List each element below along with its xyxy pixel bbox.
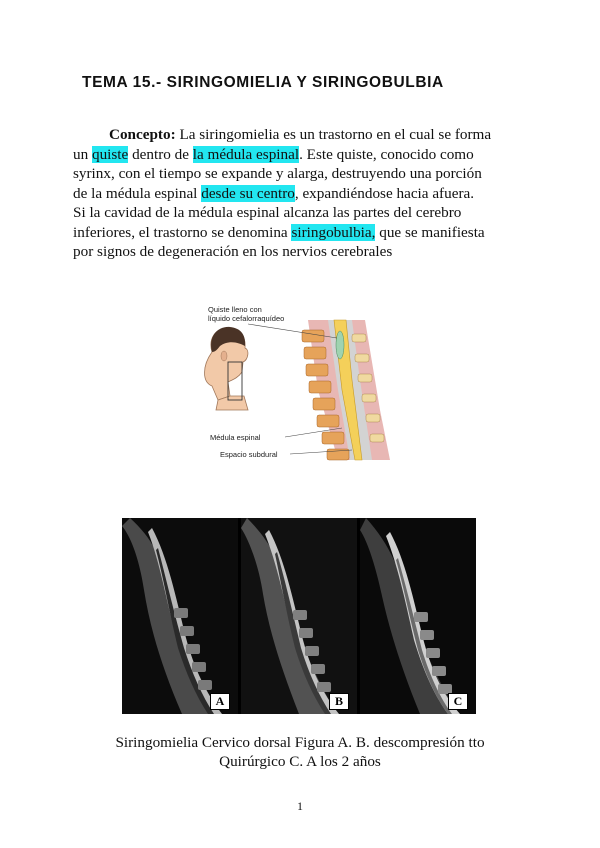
highlight-siringobulbia: siringobulbia,: [291, 223, 376, 241]
paragraph-line: [73, 145, 533, 165]
caption-line: Quirúrgico C. A los 2 años: [219, 753, 381, 770]
paragraph-line: Si la cavidad de la médula espinal alcanza las partes del cerebro: [73, 204, 462, 221]
highlight-desde-su-centro: desde su centro: [201, 184, 295, 202]
text-segment: inferiores, el trastorno se denomina: [73, 223, 292, 241]
page-number: 1: [297, 799, 303, 813]
text-segment: dentro de: [128, 145, 193, 163]
highlight-quiste: quiste: [91, 145, 129, 163]
label-subdural-space: Espacio subdural: [220, 450, 278, 459]
figure-caption: [60, 733, 540, 771]
text-segment: , expandiéndose hacia afuera.: [294, 184, 475, 202]
label-cyst-line1: Quiste lleno con: [208, 305, 262, 314]
mri-panel-c: [360, 518, 476, 714]
text-segment: . Este quiste, conocido como: [299, 145, 474, 163]
head-figure: [205, 327, 249, 410]
mri-images: [122, 518, 476, 714]
spine-section: [302, 320, 390, 460]
mri-scan-b: [241, 518, 357, 714]
concept-paragraph: [73, 125, 533, 262]
paragraph-line: por signos de degeneración en los nervios cerebrales: [73, 243, 393, 260]
mri-panel-b: [241, 518, 357, 714]
paragraph-line: [73, 184, 533, 204]
paragraph-line: syrinx, con el tiempo se expande y alarga, destruyendo una porción: [73, 165, 482, 182]
text-segment: La siringomielia es un trastorno en el cual se forma: [175, 126, 492, 143]
concept-label: Concepto:: [109, 126, 176, 143]
mri-scan-a: [122, 518, 238, 714]
text-segment: que se manifiesta: [375, 223, 485, 241]
label-spinal-cord: Médula espinal: [210, 433, 261, 442]
text-segment: un: [73, 145, 92, 163]
mri-label-c: C: [448, 693, 468, 710]
mri-label-a: A: [210, 693, 230, 710]
paragraph-line: [73, 125, 533, 145]
paragraph-line: [73, 223, 533, 243]
caption-line: Siringomielia Cervico dorsal Figura A. B. descompresión tto: [115, 734, 485, 751]
document-title: TEMA 15.- SIRINGOMIELIA Y SIRINGOBULBIA: [82, 74, 444, 91]
mri-panel-a: [122, 518, 238, 714]
label-cyst-line2: líquido cefalorraquídeo: [208, 314, 285, 323]
text-segment: de la médula espinal: [73, 184, 202, 202]
mri-scan-c: [360, 518, 476, 714]
spine-illustration: [190, 300, 420, 465]
highlight-medula-espinal: la médula espinal: [192, 145, 300, 163]
mri-label-b: B: [329, 693, 349, 710]
